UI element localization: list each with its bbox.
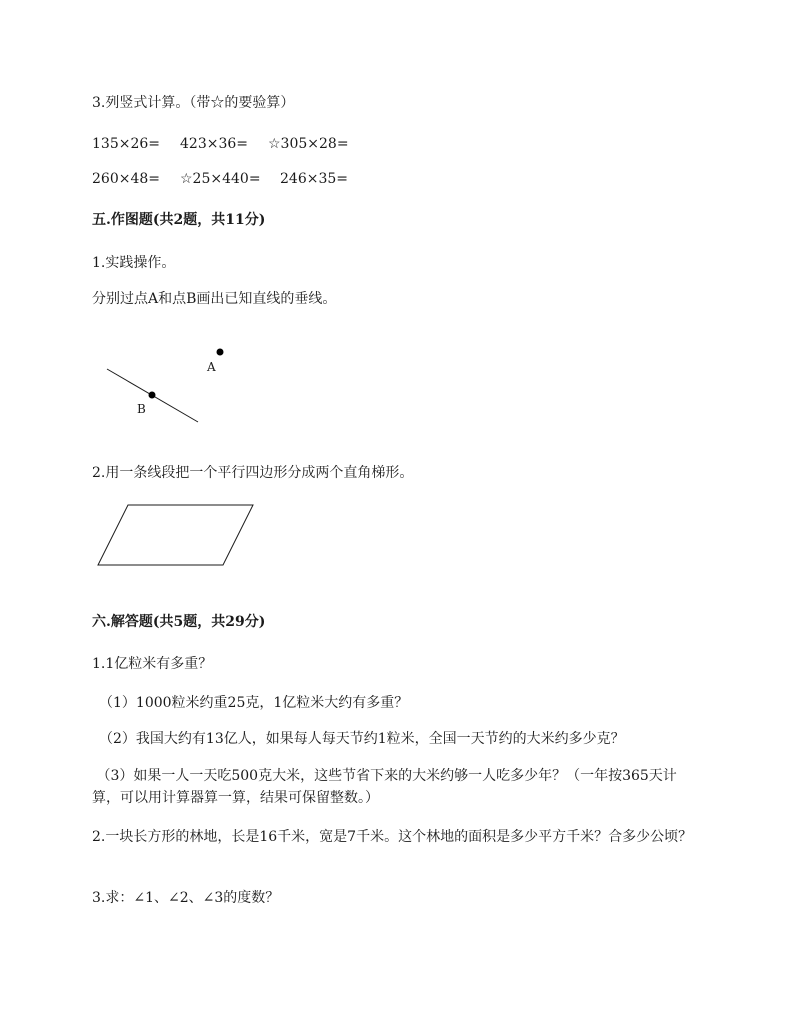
calc-item: 135×26= xyxy=(92,136,160,152)
calc-item: 260×48= xyxy=(92,171,160,187)
calc-item: 423×36= xyxy=(180,136,248,152)
calc-question-title: 3.列竖式计算。（带☆的要验算） xyxy=(92,95,295,111)
calc-item: 246×35= xyxy=(280,171,348,187)
answer-question-1-title: 1.1亿粒米有多重？ xyxy=(92,656,213,672)
point-a-label: A xyxy=(207,360,216,374)
drawing-question-1-text: 分别过点A和点B画出已知直线的垂线。 xyxy=(92,291,337,307)
drawing-question-1-title: 1.实践操作。 xyxy=(92,255,176,271)
section-heading-drawing: 五.作图题(共2题，共11分) xyxy=(92,212,266,228)
answer-question-1-part-1: （1）1000粒米约重25克，1亿粒米大约有多重？ xyxy=(99,695,409,711)
calc-item: ☆305×28= xyxy=(268,136,349,152)
answer-question-1-part-2: （2）我国大约有13亿人，如果每人每天节约1粒米，全国一天节约的大米约多少克？ xyxy=(99,731,625,747)
answer-question-1-part-3 xyxy=(92,765,697,809)
calc-item: ☆25×440= xyxy=(180,171,261,187)
parallelogram-shape xyxy=(98,505,253,565)
answer-question-2-text: 2.一块长方形的林地，长是16千米，宽是7千米。这个林地的面积是多少平方千米？合多少公顷？ xyxy=(92,829,693,845)
drawing-question-2-text: 2.用一条线段把一个平行四边形分成两个直角梯形。 xyxy=(92,465,414,481)
point-b-dot xyxy=(149,392,156,399)
answer-question-3-text: 3.求：∠1、∠2、∠3的度数？ xyxy=(92,890,280,906)
point-a-dot xyxy=(217,349,224,356)
section-heading-answers: 六.解答题(共5题，共29分) xyxy=(92,614,266,630)
point-b-label: B xyxy=(137,402,146,416)
answer-question-1-part-3-text: （3）如果一人一天吃500克大米，这些节省下来的大米约够一人吃多少年？（一年按365天计算，可以用计算器算一算，结果可保留整数。） xyxy=(92,768,677,806)
